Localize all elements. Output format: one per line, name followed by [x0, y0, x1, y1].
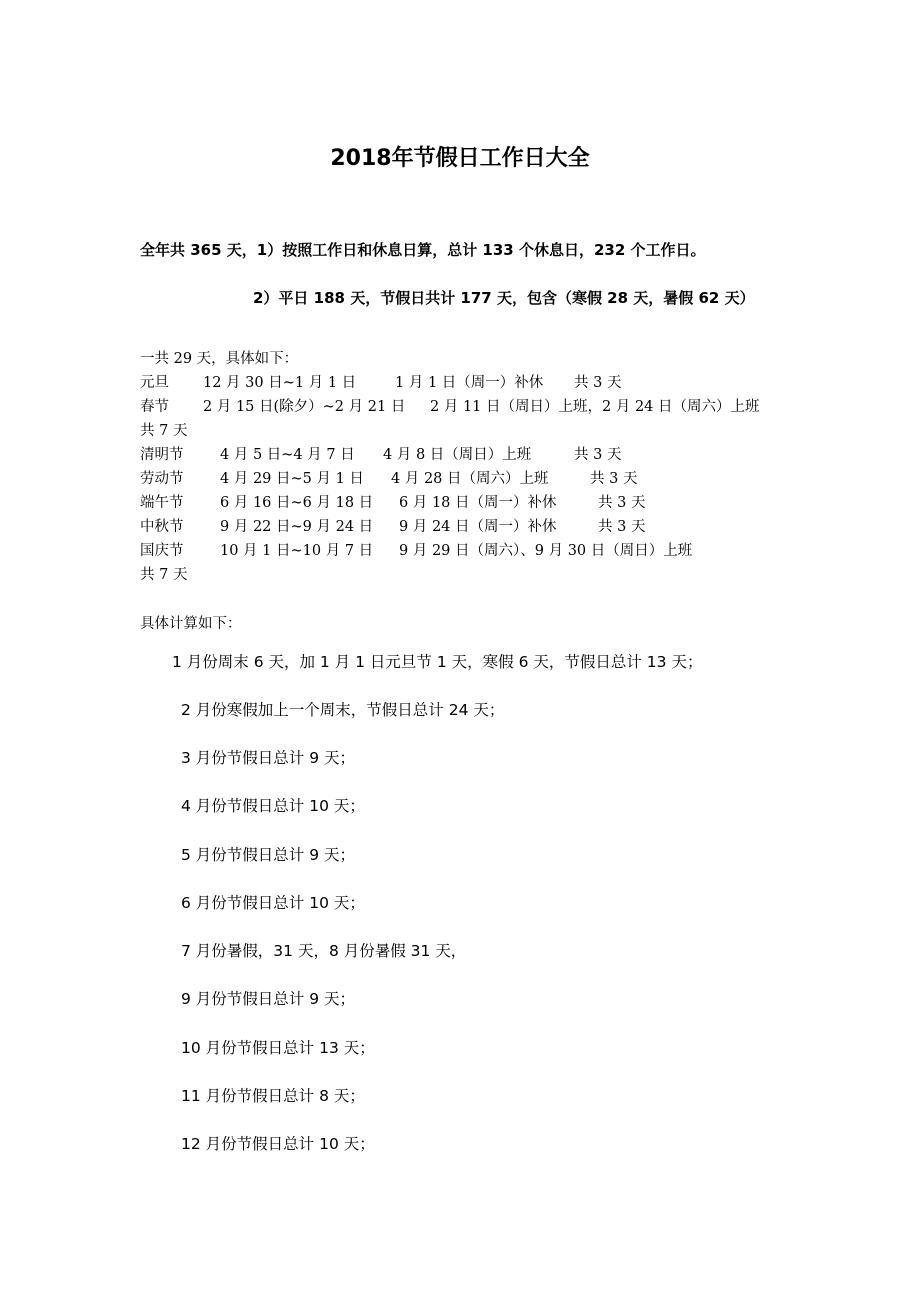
holiday-note: 2 月 11 日（周日）上班，2 月 24 日（周六）上班: [430, 399, 760, 415]
holiday-total: 共 3 天: [598, 495, 646, 511]
holiday-note: 4 月 8 日（周日）上班: [383, 447, 532, 463]
holiday-note: 4 月 28 日（周六）上班: [391, 471, 549, 487]
holiday-total-national-day: 共 7 天: [140, 567, 188, 583]
summary-line-1: 全年共 365 天，1）按照工作日和休息日算，总计 133 个休息日，232 个工作日。: [140, 241, 706, 259]
month-line-6: 6 月份节假日总计 10 天；: [181, 894, 365, 912]
holiday-note: 1 月 1 日（周一）补休: [395, 375, 544, 391]
holiday-name: 清明节: [140, 447, 184, 463]
holiday-range: 4 月 29 日~5 月 1 日: [220, 471, 364, 487]
month-line-9: 10 月份节假日总计 13 天；: [181, 1039, 375, 1057]
holiday-total: 共 3 天: [574, 447, 622, 463]
summary-line-2: 2）平日 188 天，节假日共计 177 天，包含（寒假 28 天，暑假 62 天）: [253, 289, 755, 307]
month-line-11: 12 月份节假日总计 10 天；: [181, 1135, 375, 1153]
month-line-10: 11 月份节假日总计 8 天；: [181, 1087, 365, 1105]
holiday-total-spring-festival: 共 7 天: [140, 423, 188, 439]
holiday-name: 国庆节: [140, 543, 184, 559]
month-line-7: 7 月份暑假，31 天，8 月份暑假 31 天，: [181, 942, 467, 960]
holiday-range: 10 月 1 日~10 月 7 日: [220, 543, 374, 559]
holiday-name: 春节: [140, 399, 169, 415]
month-line-1: 1 月份周末 6 天，加 1 月 1 日元旦节 1 天，寒假 6 天，节假日总计 13 天；: [172, 653, 703, 671]
holiday-range: 9 月 22 日~9 月 24 日: [220, 519, 374, 535]
holiday-note: 9 月 24 日（周一）补休: [399, 519, 557, 535]
holiday-name: 元旦: [140, 375, 169, 391]
holiday-total: 共 3 天: [574, 375, 622, 391]
holiday-name: 中秋节: [140, 519, 184, 535]
holiday-range: 6 月 16 日~6 月 18 日: [220, 495, 374, 511]
holiday-name: 劳动节: [140, 471, 184, 487]
month-line-8: 9 月份节假日总计 9 天；: [181, 990, 356, 1008]
month-line-4: 4 月份节假日总计 10 天；: [181, 797, 365, 815]
holiday-total: 共 3 天: [590, 471, 638, 487]
holiday-intro: 一共 29 天，具体如下：: [140, 351, 299, 367]
month-line-3: 3 月份节假日总计 9 天；: [181, 749, 356, 767]
month-line-2: 2 月份寒假加上一个周末，节假日总计 24 天；: [181, 701, 505, 719]
holiday-note: 9 月 29 日（周六）、9 月 30 日（周日）上班: [399, 543, 693, 559]
month-line-5: 5 月份节假日总计 9 天；: [181, 846, 356, 864]
holiday-name: 端午节: [140, 495, 184, 511]
holiday-range: 12 月 30 日~1 月 1 日: [203, 375, 357, 391]
calculation-intro: 具体计算如下：: [140, 616, 242, 632]
holiday-total: 共 3 天: [598, 519, 646, 535]
holiday-note: 6 月 18 日（周一）补休: [399, 495, 557, 511]
document-title: 2018年节假日工作日大全: [330, 146, 590, 171]
holiday-range: 2 月 15 日(除夕）~2 月 21 日: [203, 399, 406, 415]
holiday-range: 4 月 5 日~4 月 7 日: [220, 447, 355, 463]
